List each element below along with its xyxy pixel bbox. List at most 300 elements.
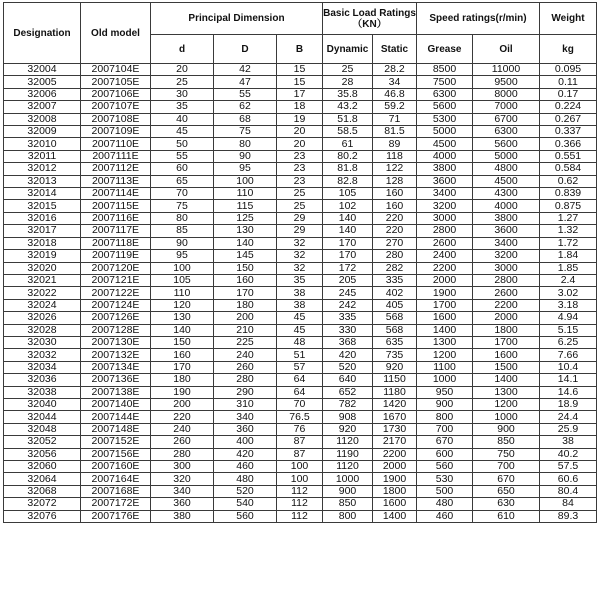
old-model-cell: 2007118E	[81, 237, 151, 249]
dynamic-load-cell: 850	[323, 498, 373, 510]
static-load-cell: 1150	[373, 374, 417, 386]
grease-speed-cell: 6300	[417, 88, 473, 100]
dynamic-load-cell: 35.8	[323, 88, 373, 100]
weight-cell: 60.6	[540, 473, 597, 485]
B-cell: 19	[277, 113, 323, 125]
table-row	[4, 312, 597, 324]
static-load-cell: 28.2	[373, 64, 417, 76]
table-row	[4, 336, 597, 348]
table-row	[4, 361, 597, 373]
old-model-cell: 2007134E	[81, 361, 151, 373]
grease-speed-cell: 600	[417, 448, 473, 460]
static-load-cell: 128	[373, 175, 417, 187]
weight-cell: 14.6	[540, 386, 597, 398]
old-model-cell: 2007126E	[81, 312, 151, 324]
header-old-model: Old model	[81, 3, 151, 64]
static-load-cell: 34	[373, 76, 417, 88]
d-cell: 320	[151, 473, 214, 485]
B-cell: 87	[277, 448, 323, 460]
D-cell: 225	[214, 336, 277, 348]
designation-cell: 32064	[4, 473, 81, 485]
weight-cell: 1.32	[540, 225, 597, 237]
oil-speed-cell: 700	[473, 461, 540, 473]
weight-cell: 1.84	[540, 250, 597, 262]
dynamic-load-cell: 1190	[323, 448, 373, 460]
D-cell: 100	[214, 175, 277, 187]
d-cell: 60	[151, 163, 214, 175]
weight-cell: 2.4	[540, 274, 597, 286]
d-cell: 140	[151, 324, 214, 336]
dynamic-load-cell: 335	[323, 312, 373, 324]
static-load-cell: 335	[373, 274, 417, 286]
static-load-cell: 568	[373, 324, 417, 336]
table-row	[4, 163, 597, 175]
grease-speed-cell: 460	[417, 510, 473, 522]
oil-speed-cell: 670	[473, 473, 540, 485]
D-cell: 340	[214, 411, 277, 423]
oil-speed-cell: 610	[473, 510, 540, 522]
static-load-cell: 405	[373, 299, 417, 311]
old-model-cell: 2007136E	[81, 374, 151, 386]
dynamic-load-cell: 105	[323, 188, 373, 200]
oil-speed-cell: 4300	[473, 188, 540, 200]
static-load-cell: 2000	[373, 461, 417, 473]
table-row	[4, 324, 597, 336]
static-load-cell: 1600	[373, 498, 417, 510]
static-load-cell: 2200	[373, 448, 417, 460]
static-load-cell: 1800	[373, 485, 417, 497]
D-cell: 125	[214, 212, 277, 224]
designation-cell: 32044	[4, 411, 81, 423]
dynamic-load-cell: 368	[323, 336, 373, 348]
D-cell: 150	[214, 262, 277, 274]
B-cell: 45	[277, 324, 323, 336]
D-cell: 480	[214, 473, 277, 485]
old-model-cell: 2007176E	[81, 510, 151, 522]
D-cell: 115	[214, 200, 277, 212]
static-load-cell: 282	[373, 262, 417, 274]
B-cell: 25	[277, 200, 323, 212]
table-row	[4, 436, 597, 448]
B-cell: 57	[277, 361, 323, 373]
header-dynamic: Dynamic	[323, 35, 373, 64]
designation-cell: 32019	[4, 250, 81, 262]
table-row	[4, 498, 597, 510]
old-model-cell: 2007112E	[81, 163, 151, 175]
d-cell: 65	[151, 175, 214, 187]
oil-speed-cell: 2800	[473, 274, 540, 286]
table-row	[4, 485, 597, 497]
table-header	[4, 3, 597, 64]
weight-cell: 14.1	[540, 374, 597, 386]
dynamic-load-cell: 102	[323, 200, 373, 212]
d-cell: 280	[151, 448, 214, 460]
B-cell: 64	[277, 374, 323, 386]
D-cell: 290	[214, 386, 277, 398]
D-cell: 140	[214, 237, 277, 249]
dynamic-load-cell: 81.8	[323, 163, 373, 175]
static-load-cell: 280	[373, 250, 417, 262]
grease-speed-cell: 2600	[417, 237, 473, 249]
old-model-cell: 2007109E	[81, 126, 151, 138]
dynamic-load-cell: 520	[323, 361, 373, 373]
table-row	[4, 349, 597, 361]
designation-cell: 32060	[4, 461, 81, 473]
designation-cell: 32072	[4, 498, 81, 510]
old-model-cell: 2007110E	[81, 138, 151, 150]
weight-cell: 89.3	[540, 510, 597, 522]
D-cell: 130	[214, 225, 277, 237]
dynamic-load-cell: 420	[323, 349, 373, 361]
header-D-outer: D	[214, 35, 277, 64]
grease-speed-cell: 560	[417, 461, 473, 473]
dynamic-load-cell: 140	[323, 212, 373, 224]
static-load-cell: 59.2	[373, 101, 417, 113]
designation-cell: 32018	[4, 237, 81, 249]
d-cell: 160	[151, 349, 214, 361]
d-cell: 30	[151, 88, 214, 100]
oil-speed-cell: 4500	[473, 175, 540, 187]
dynamic-load-cell: 1000	[323, 473, 373, 485]
oil-speed-cell: 630	[473, 498, 540, 510]
B-cell: 112	[277, 498, 323, 510]
d-cell: 190	[151, 386, 214, 398]
table-row	[4, 76, 597, 88]
D-cell: 160	[214, 274, 277, 286]
grease-speed-cell: 1200	[417, 349, 473, 361]
oil-speed-cell: 3800	[473, 212, 540, 224]
table-body	[4, 64, 597, 523]
static-load-cell: 1180	[373, 386, 417, 398]
B-cell: 100	[277, 461, 323, 473]
grease-speed-cell: 2000	[417, 274, 473, 286]
grease-speed-cell: 480	[417, 498, 473, 510]
static-load-cell: 160	[373, 188, 417, 200]
oil-speed-cell: 1400	[473, 374, 540, 386]
dynamic-load-cell: 205	[323, 274, 373, 286]
D-cell: 540	[214, 498, 277, 510]
grease-speed-cell: 1400	[417, 324, 473, 336]
dynamic-load-cell: 920	[323, 423, 373, 435]
old-model-cell: 2007130E	[81, 336, 151, 348]
dynamic-load-cell: 245	[323, 287, 373, 299]
table-row	[4, 88, 597, 100]
B-cell: 112	[277, 485, 323, 497]
weight-cell: 38	[540, 436, 597, 448]
oil-speed-cell: 5600	[473, 138, 540, 150]
d-cell: 40	[151, 113, 214, 125]
old-model-cell: 2007172E	[81, 498, 151, 510]
weight-cell: 25.9	[540, 423, 597, 435]
oil-speed-cell: 3400	[473, 237, 540, 249]
dynamic-load-cell: 140	[323, 225, 373, 237]
old-model-cell: 2007124E	[81, 299, 151, 311]
weight-cell: 0.551	[540, 150, 597, 162]
D-cell: 110	[214, 188, 277, 200]
weight-cell: 4.94	[540, 312, 597, 324]
designation-cell: 32024	[4, 299, 81, 311]
D-cell: 145	[214, 250, 277, 262]
old-model-cell: 2007116E	[81, 212, 151, 224]
old-model-cell: 2007105E	[81, 76, 151, 88]
static-load-cell: 220	[373, 225, 417, 237]
static-load-cell: 270	[373, 237, 417, 249]
designation-cell: 32040	[4, 398, 81, 410]
oil-speed-cell: 7000	[473, 101, 540, 113]
d-cell: 80	[151, 212, 214, 224]
designation-cell: 32006	[4, 88, 81, 100]
designation-cell: 32056	[4, 448, 81, 460]
D-cell: 80	[214, 138, 277, 150]
table-row	[4, 138, 597, 150]
old-model-cell: 2007108E	[81, 113, 151, 125]
table-row	[4, 299, 597, 311]
B-cell: 38	[277, 299, 323, 311]
dynamic-load-cell: 61	[323, 138, 373, 150]
grease-speed-cell: 3000	[417, 212, 473, 224]
old-model-cell: 2007119E	[81, 250, 151, 262]
d-cell: 45	[151, 126, 214, 138]
weight-cell: 10.4	[540, 361, 597, 373]
weight-cell: 0.17	[540, 88, 597, 100]
d-cell: 300	[151, 461, 214, 473]
dynamic-load-cell: 1120	[323, 436, 373, 448]
header-oil: Oil	[473, 35, 540, 64]
B-cell: 29	[277, 225, 323, 237]
D-cell: 95	[214, 163, 277, 175]
dynamic-load-cell: 242	[323, 299, 373, 311]
weight-cell: 5.15	[540, 324, 597, 336]
designation-cell: 32016	[4, 212, 81, 224]
table-row	[4, 212, 597, 224]
B-cell: 64	[277, 386, 323, 398]
dynamic-load-cell: 51.8	[323, 113, 373, 125]
designation-cell: 32011	[4, 150, 81, 162]
grease-speed-cell: 1100	[417, 361, 473, 373]
grease-speed-cell: 1600	[417, 312, 473, 324]
designation-cell: 32012	[4, 163, 81, 175]
designation-cell: 32015	[4, 200, 81, 212]
old-model-cell: 2007106E	[81, 88, 151, 100]
table-row	[4, 262, 597, 274]
dynamic-load-cell: 652	[323, 386, 373, 398]
grease-speed-cell: 3800	[417, 163, 473, 175]
d-cell: 35	[151, 101, 214, 113]
static-load-cell: 89	[373, 138, 417, 150]
d-cell: 240	[151, 423, 214, 435]
B-cell: 38	[277, 287, 323, 299]
B-cell: 23	[277, 175, 323, 187]
d-cell: 220	[151, 411, 214, 423]
oil-speed-cell: 1600	[473, 349, 540, 361]
B-cell: 112	[277, 510, 323, 522]
designation-cell: 32014	[4, 188, 81, 200]
static-load-cell: 46.8	[373, 88, 417, 100]
oil-speed-cell: 1200	[473, 398, 540, 410]
old-model-cell: 2007113E	[81, 175, 151, 187]
grease-speed-cell: 2400	[417, 250, 473, 262]
oil-speed-cell: 6300	[473, 126, 540, 138]
header-row-top	[4, 3, 597, 35]
designation-cell: 32009	[4, 126, 81, 138]
header-basic-load-ratings: Basic Load Ratings（KN）	[323, 3, 417, 35]
weight-cell: 84	[540, 498, 597, 510]
d-cell: 150	[151, 336, 214, 348]
old-model-cell: 2007152E	[81, 436, 151, 448]
table-row	[4, 510, 597, 522]
oil-speed-cell: 11000	[473, 64, 540, 76]
oil-speed-cell: 850	[473, 436, 540, 448]
D-cell: 420	[214, 448, 277, 460]
table-row	[4, 274, 597, 286]
B-cell: 70	[277, 398, 323, 410]
d-cell: 50	[151, 138, 214, 150]
old-model-cell: 2007120E	[81, 262, 151, 274]
grease-speed-cell: 5600	[417, 101, 473, 113]
weight-cell: 80.4	[540, 485, 597, 497]
grease-speed-cell: 3200	[417, 200, 473, 212]
D-cell: 360	[214, 423, 277, 435]
table-row	[4, 150, 597, 162]
D-cell: 280	[214, 374, 277, 386]
D-cell: 560	[214, 510, 277, 522]
table-row	[4, 374, 597, 386]
grease-speed-cell: 4500	[417, 138, 473, 150]
d-cell: 90	[151, 237, 214, 249]
grease-speed-cell: 2800	[417, 225, 473, 237]
grease-speed-cell: 3400	[417, 188, 473, 200]
dynamic-load-cell: 172	[323, 262, 373, 274]
B-cell: 76	[277, 423, 323, 435]
grease-speed-cell: 700	[417, 423, 473, 435]
B-cell: 25	[277, 188, 323, 200]
static-load-cell: 1670	[373, 411, 417, 423]
B-cell: 17	[277, 88, 323, 100]
B-cell: 87	[277, 436, 323, 448]
designation-cell: 32068	[4, 485, 81, 497]
table-row	[4, 461, 597, 473]
D-cell: 240	[214, 349, 277, 361]
table-row	[4, 200, 597, 212]
static-load-cell: 635	[373, 336, 417, 348]
B-cell: 20	[277, 126, 323, 138]
oil-speed-cell: 3000	[473, 262, 540, 274]
old-model-cell: 2007156E	[81, 448, 151, 460]
D-cell: 310	[214, 398, 277, 410]
table-row	[4, 473, 597, 485]
old-model-cell: 2007140E	[81, 398, 151, 410]
designation-cell: 32017	[4, 225, 81, 237]
old-model-cell: 2007164E	[81, 473, 151, 485]
static-load-cell: 1730	[373, 423, 417, 435]
header-d-inner: d	[151, 35, 214, 64]
static-load-cell: 1420	[373, 398, 417, 410]
table-row	[4, 175, 597, 187]
D-cell: 520	[214, 485, 277, 497]
oil-speed-cell: 1000	[473, 411, 540, 423]
old-model-cell: 2007111E	[81, 150, 151, 162]
grease-speed-cell: 900	[417, 398, 473, 410]
static-load-cell: 118	[373, 150, 417, 162]
old-model-cell: 2007138E	[81, 386, 151, 398]
grease-speed-cell: 500	[417, 485, 473, 497]
B-cell: 20	[277, 138, 323, 150]
old-model-cell: 2007104E	[81, 64, 151, 76]
d-cell: 170	[151, 361, 214, 373]
table-row	[4, 64, 597, 76]
grease-speed-cell: 1900	[417, 287, 473, 299]
designation-cell: 32028	[4, 324, 81, 336]
weight-cell: 24.4	[540, 411, 597, 423]
grease-speed-cell: 5300	[417, 113, 473, 125]
weight-cell: 6.25	[540, 336, 597, 348]
old-model-cell: 2007144E	[81, 411, 151, 423]
B-cell: 15	[277, 76, 323, 88]
designation-cell: 32010	[4, 138, 81, 150]
d-cell: 95	[151, 250, 214, 262]
d-cell: 55	[151, 150, 214, 162]
header-kg: kg	[540, 35, 597, 64]
grease-speed-cell: 5000	[417, 126, 473, 138]
designation-cell: 32038	[4, 386, 81, 398]
designation-cell: 32008	[4, 113, 81, 125]
grease-speed-cell: 1000	[417, 374, 473, 386]
d-cell: 120	[151, 299, 214, 311]
D-cell: 200	[214, 312, 277, 324]
B-cell: 15	[277, 64, 323, 76]
weight-cell: 40.2	[540, 448, 597, 460]
D-cell: 75	[214, 126, 277, 138]
B-cell: 23	[277, 150, 323, 162]
designation-cell: 32076	[4, 510, 81, 522]
D-cell: 55	[214, 88, 277, 100]
oil-speed-cell: 2000	[473, 312, 540, 324]
weight-cell: 1.85	[540, 262, 597, 274]
header-principal-dimension: Principal Dimension	[151, 3, 323, 35]
designation-cell: 32020	[4, 262, 81, 274]
designation-cell: 32036	[4, 374, 81, 386]
oil-speed-cell: 1300	[473, 386, 540, 398]
table-row	[4, 448, 597, 460]
designation-cell: 32030	[4, 336, 81, 348]
dynamic-load-cell: 82.8	[323, 175, 373, 187]
oil-speed-cell: 750	[473, 448, 540, 460]
weight-cell: 0.584	[540, 163, 597, 175]
dynamic-load-cell: 1120	[323, 461, 373, 473]
static-load-cell: 735	[373, 349, 417, 361]
D-cell: 170	[214, 287, 277, 299]
table-row	[4, 113, 597, 125]
static-load-cell: 220	[373, 212, 417, 224]
static-load-cell: 1900	[373, 473, 417, 485]
old-model-cell: 2007117E	[81, 225, 151, 237]
oil-speed-cell: 4800	[473, 163, 540, 175]
dynamic-load-cell: 800	[323, 510, 373, 522]
dynamic-load-cell: 908	[323, 411, 373, 423]
dynamic-load-cell: 25	[323, 64, 373, 76]
grease-speed-cell: 1300	[417, 336, 473, 348]
old-model-cell: 2007128E	[81, 324, 151, 336]
old-model-cell: 2007115E	[81, 200, 151, 212]
static-load-cell: 71	[373, 113, 417, 125]
B-cell: 35	[277, 274, 323, 286]
d-cell: 340	[151, 485, 214, 497]
old-model-cell: 2007168E	[81, 485, 151, 497]
d-cell: 130	[151, 312, 214, 324]
d-cell: 200	[151, 398, 214, 410]
old-model-cell: 2007122E	[81, 287, 151, 299]
B-cell: 45	[277, 312, 323, 324]
